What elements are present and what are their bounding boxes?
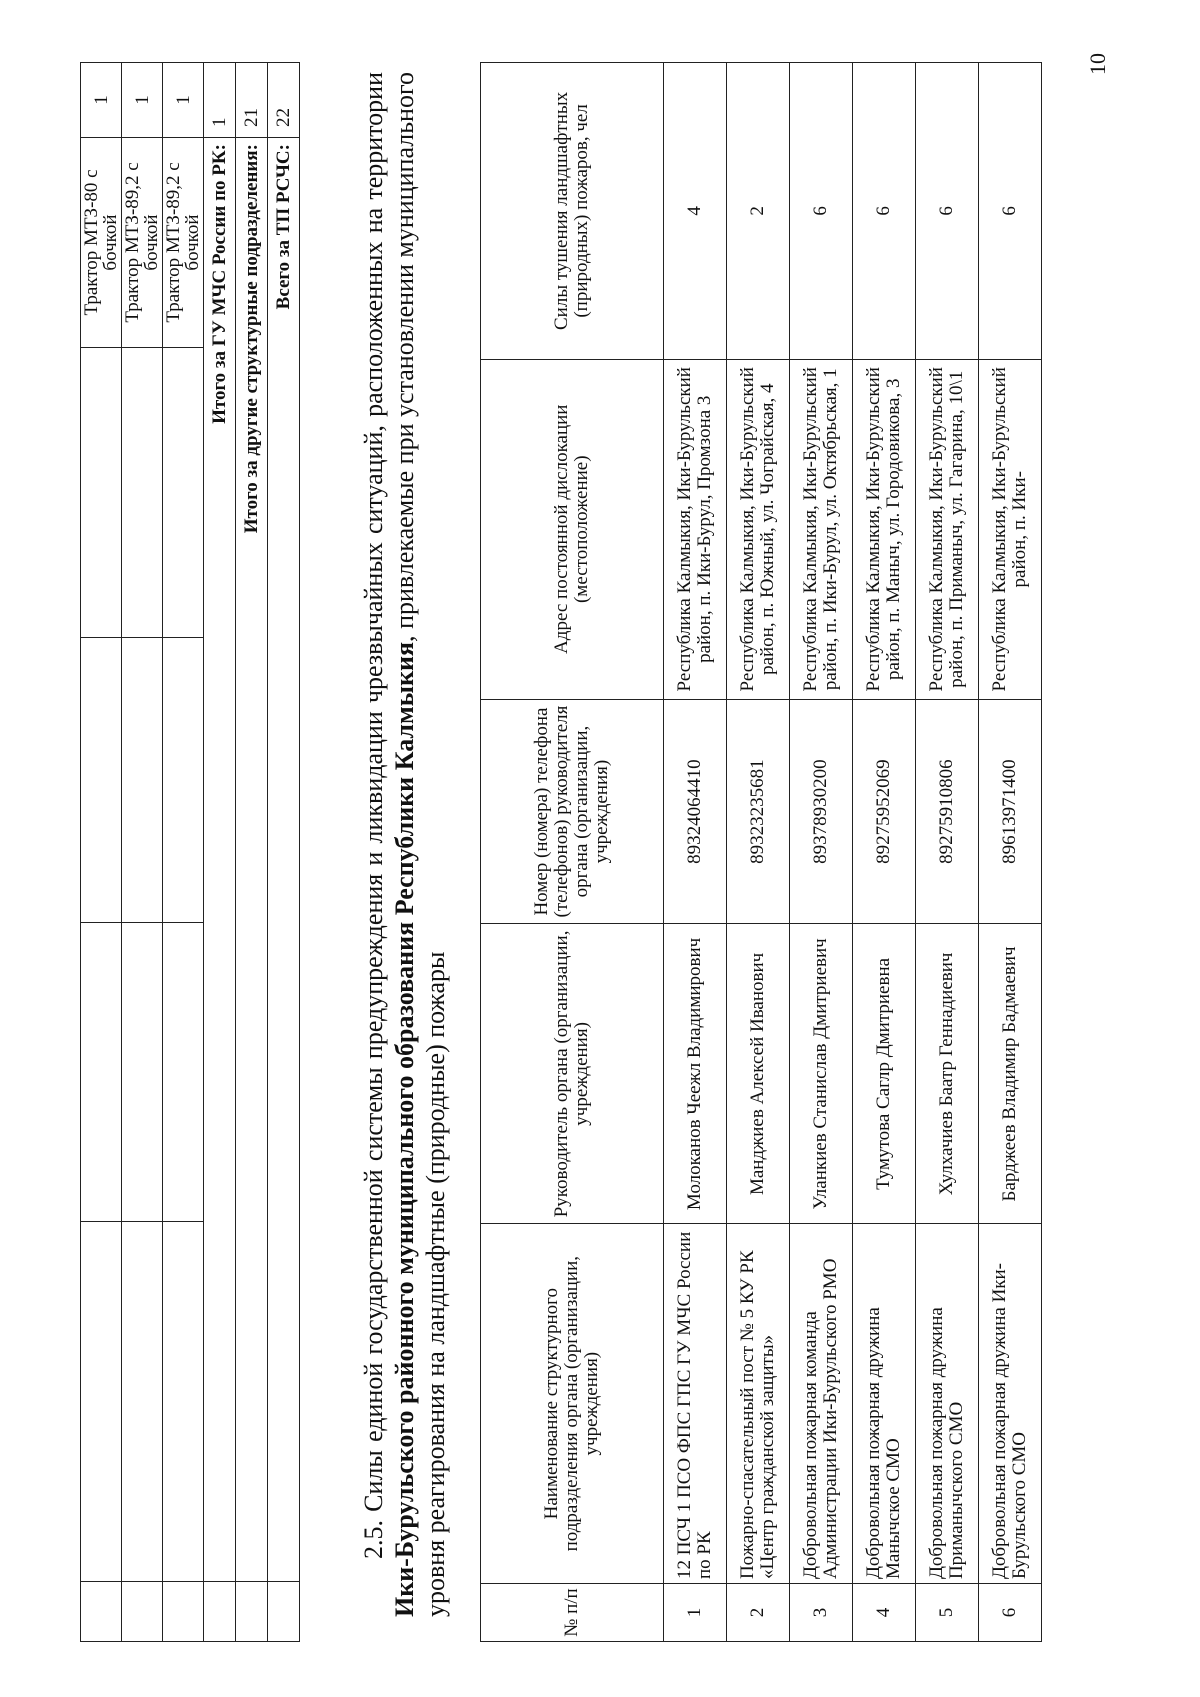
cell-phone: 89324064410 — [664, 699, 727, 924]
cell-name: Добровольная пожарная дружина Ики-Бурульского СМО — [979, 1224, 1042, 1584]
cell-phone: 89275910806 — [916, 699, 979, 924]
summary-value: 22 — [268, 63, 300, 138]
heading-text-part1: 2.5. Силы единой государственной системы предупреждения и ликвидации чрезвычайных ситуаций, расположенных на территории — [359, 72, 388, 1559]
summary-value: 21 — [236, 63, 268, 138]
table-header-row — [481, 63, 664, 1642]
cell-address: Республика Калмыкия, Ики-Бурульский район, п. Ики-Бурул, Промзона 3 — [664, 359, 727, 699]
summary-value: 1 — [204, 63, 236, 138]
cell-num: 5 — [916, 1584, 979, 1642]
header-address: Адрес постоянной дислокации (местоположение) — [481, 359, 664, 699]
summary-label: Всего за ТП РСЧС: — [268, 138, 300, 1582]
equipment-name: Трактор МТЗ-80 с бочкой — [81, 138, 122, 348]
cell-name: 12 ПСЧ 1 ПСО ФПС ГПС ГУ МЧС России по РК — [664, 1224, 727, 1584]
table-row — [727, 63, 790, 1642]
cell-head: Уланкиев Станислав Дмитриевич — [790, 924, 853, 1224]
table-row — [853, 63, 916, 1642]
cell-head: Хулхачиев Баатр Геннадиевич — [916, 924, 979, 1224]
cell-num: 2 — [727, 1584, 790, 1642]
header-phone: Номер (номера) телефона (телефонов) руководителя органа (организации, учреждения) — [481, 699, 664, 924]
equipment-qty: 1 — [163, 63, 204, 138]
cell-head: Молоканов Чеежл Владимирович — [664, 924, 727, 1224]
table-row — [979, 63, 1042, 1642]
equipment-name: Трактор МТЗ-89,2 с бочкой — [122, 138, 163, 348]
summary-row — [268, 63, 300, 1642]
cell-forces: 2 — [727, 63, 790, 360]
table-row — [790, 63, 853, 1642]
cell-phone: 89613971400 — [979, 699, 1042, 924]
cell-num: 3 — [790, 1584, 853, 1642]
table-row — [163, 63, 204, 1642]
cell-name: Добровольная пожарная дружина Манычское СМО — [853, 1224, 916, 1584]
cell-address: Республика Калмыкия, Ики-Бурульский район, п. Маныч, ул. Городовикова, 3 — [853, 359, 916, 699]
cell-phone: 89275952069 — [853, 699, 916, 924]
table-row — [122, 63, 163, 1642]
cell-forces: 4 — [664, 63, 727, 360]
equipment-qty: 1 — [81, 63, 122, 138]
header-forces: Силы тушения ландшафтных (природных) пожаров, чел — [481, 63, 664, 360]
cell-name: Добровольная пожарная дружина Приманычского СМО — [916, 1224, 979, 1584]
header-num: № п/п — [481, 1584, 664, 1642]
forces-table — [480, 62, 1042, 1642]
equipment-name: Трактор МТЗ-89,2 с бочкой — [163, 138, 204, 348]
equipment-qty: 1 — [122, 63, 163, 138]
cell-num: 1 — [664, 1584, 727, 1642]
cell-address: Республика Калмыкия, Ики-Бурульский район, п. Приманыч, ул. Гагарина, 10\1 — [916, 359, 979, 699]
cell-forces: 6 — [979, 63, 1042, 360]
page-number: 10 — [1085, 53, 1110, 75]
cell-forces: 6 — [916, 63, 979, 360]
heading-text-part2: , привлекаемые при установлении муниципального уровня реагирования на ландшафтные (природные) пожары — [390, 72, 450, 1617]
cell-address: Республика Калмыкия, Ики-Бурульский район, п. Ики- — [979, 359, 1042, 699]
header-head: Руководитель органа (организации, учреждения) — [481, 924, 664, 1224]
cell-num: 4 — [853, 1584, 916, 1642]
cell-head: Тумутова Саглр Дмитриевна — [853, 924, 916, 1224]
summary-label: Итого за ГУ МЧС России по РК: — [204, 138, 236, 1582]
table-row — [916, 63, 979, 1642]
cell-num: 6 — [979, 1584, 1042, 1642]
heading-text-bold: Ики-Бурульского районного муниципального образования Республики Калмыкия — [390, 641, 419, 1617]
cell-name: Пожарно-спасательный пост № 5 КУ РК «Центр гражданской защиты» — [727, 1224, 790, 1584]
summary-label: Итого за другие структурные подразделения: — [236, 138, 268, 1582]
cell-forces: 6 — [790, 63, 853, 360]
section-heading — [358, 72, 451, 1617]
cell-forces: 6 — [853, 63, 916, 360]
cell-address: Республика Калмыкия, Ики-Бурульский район, п. Ики-Бурул, ул. Октябрьская, 1 — [790, 359, 853, 699]
cell-head: Барджеев Владимир Бадмаевич — [979, 924, 1042, 1224]
summary-row — [236, 63, 268, 1642]
table-row — [664, 63, 727, 1642]
cell-head: Манджиев Алексей Иванович — [727, 924, 790, 1224]
summary-row — [204, 63, 236, 1642]
table-row — [81, 63, 122, 1642]
cell-name: Добровольная пожарная команда Администрации Ики-Бурульского РМО — [790, 1224, 853, 1584]
cell-address: Республика Калмыкия, Ики-Бурульский район, п. Южный, ул. Чограйская, 4 — [727, 359, 790, 699]
cell-phone: 89323235681 — [727, 699, 790, 924]
equipment-table-continuation — [80, 62, 300, 1642]
header-name: Наименование структурного подразделения органа (организации, учреждения) — [481, 1224, 664, 1584]
cell-phone: 89378930200 — [790, 699, 853, 924]
